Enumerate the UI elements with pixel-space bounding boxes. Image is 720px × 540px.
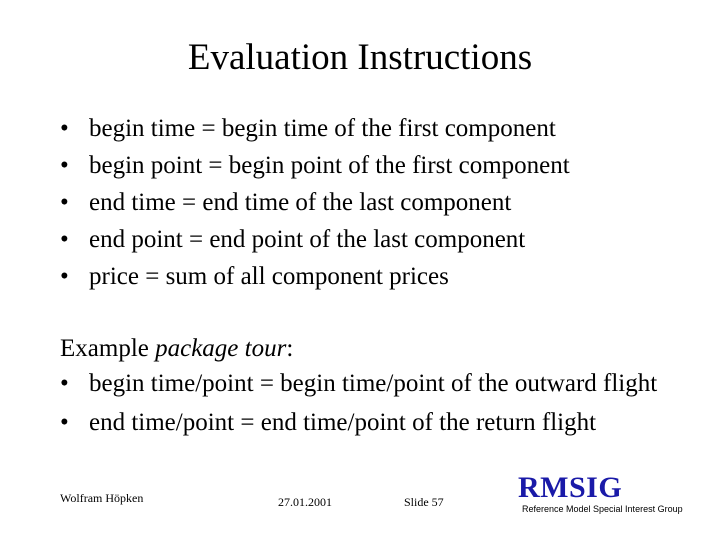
- bullet-item: [60, 110, 700, 147]
- example-text: end time/point = end time/point of the return flight: [89, 409, 597, 436]
- bullet-text: begin point = begin point of the first component: [89, 152, 570, 179]
- bullet-text: end time = end time of the last component: [89, 189, 512, 216]
- example-item: [60, 368, 700, 399]
- logo-mark: RMSIG: [518, 471, 623, 504]
- bullet-text: price = sum of all component prices: [89, 263, 449, 290]
- logo-subtitle: Reference Model Special Interest Group: [522, 504, 683, 514]
- example-lead: Example: [60, 335, 156, 362]
- example-heading: [60, 332, 293, 366]
- bullet-glyph: •: [60, 409, 69, 436]
- footer-slide-number: Slide 57: [404, 495, 444, 509]
- example-list: [60, 368, 700, 438]
- bullet-glyph: •: [60, 152, 69, 179]
- example-emphasis: package tour: [155, 335, 287, 362]
- bullet-glyph: •: [60, 115, 69, 142]
- example-item: [60, 407, 700, 438]
- footer-date: 27.01.2001: [278, 495, 332, 509]
- rmsig-logo: [516, 470, 706, 520]
- bullet-glyph: •: [60, 263, 69, 290]
- bullet-item: [60, 221, 700, 258]
- example-text: begin time/point = begin time/point of the outward flight: [89, 370, 658, 397]
- bullet-text: end point = end point of the last component: [89, 226, 526, 253]
- bullet-text: begin time = begin time of the first component: [89, 115, 556, 142]
- bullet-glyph: •: [60, 226, 69, 253]
- bullet-item: [60, 184, 700, 221]
- footer-author: Wolfram Höpken: [60, 491, 144, 505]
- bullet-item: [60, 258, 700, 295]
- slide-title: Evaluation Instructions: [187, 37, 533, 78]
- example-tail: :: [286, 335, 294, 362]
- bullet-list: [60, 110, 700, 295]
- bullet-glyph: •: [60, 370, 69, 397]
- bullet-item: [60, 147, 700, 184]
- bullet-glyph: •: [60, 189, 69, 216]
